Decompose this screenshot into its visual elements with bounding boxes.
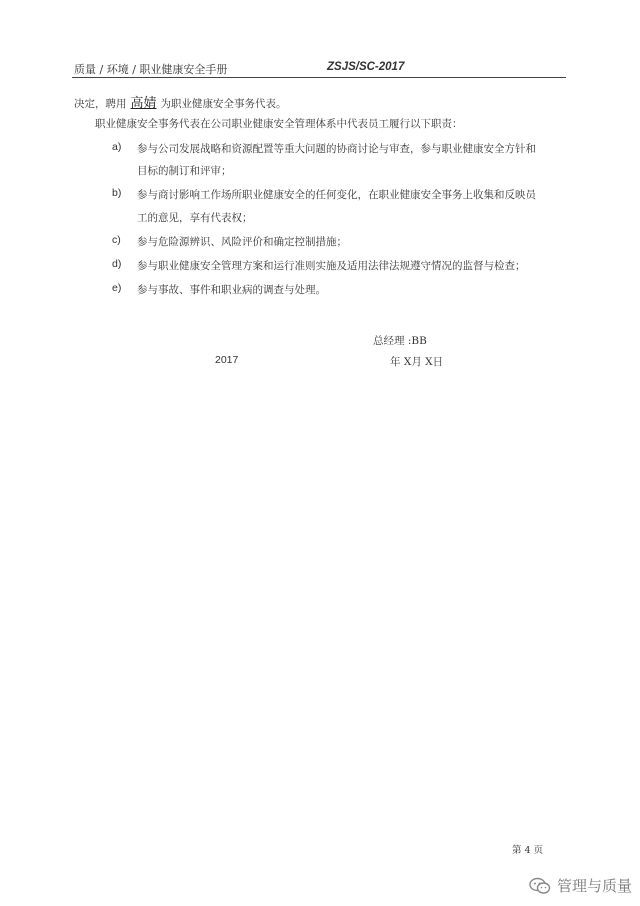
item-b-label: b)	[112, 187, 122, 199]
watermark	[529, 875, 632, 896]
header-doc-code: ZSJS/SC-2017	[327, 61, 405, 73]
wechat-icon	[529, 877, 551, 895]
item-c-label: c)	[112, 234, 121, 246]
page-number: 第 4 页	[512, 845, 544, 856]
signature-date: 年 X月 X日	[390, 356, 444, 368]
item-d-line-1: 参与职业健康安全管理方案和运行准则实施及适用法律法规遵守情况的监督与检查；	[137, 260, 526, 272]
item-a-line-2: 目标的制订和评审；	[137, 165, 232, 177]
item-b-line-2: 工的意见，享有代表权；	[137, 212, 253, 224]
item-e-label: e)	[112, 282, 122, 294]
header-divider	[72, 77, 566, 78]
item-a-label: a)	[112, 141, 122, 153]
item-c-line-1: 参与危险源辨识、风险评价和确定控制措施；	[137, 236, 347, 248]
appointee-name: 高婧	[130, 96, 157, 111]
item-b-line-1: 参与商讨影响工作场所职业健康安全的任何变化，在职业健康安全事务上收集和反映员	[137, 189, 536, 201]
item-e-line-1: 参与事故、事件和职业病的调查与处理。	[137, 284, 326, 296]
decision-suffix: 为职业健康安全事务代表。	[160, 98, 287, 110]
signature-year: 2017	[215, 354, 239, 366]
header-manual-title: 质量 / 环境 / 职业健康安全手册	[74, 63, 228, 76]
decision-line	[74, 92, 287, 111]
item-a-line-1: 参与公司发展战略和资源配置等重大问题的协商讨论与审查，参与职业健康安全方针和	[137, 143, 536, 155]
watermark-text: 管理与质量	[556, 877, 632, 895]
general-manager-signature: 总经理 :BB	[373, 335, 427, 347]
duties-intro: 职业健康安全事务代表在公司职业健康安全管理体系中代表员工履行以下职责：	[95, 118, 463, 130]
item-d-label: d)	[112, 258, 122, 270]
decision-prefix: 决定，聘用	[74, 98, 127, 110]
